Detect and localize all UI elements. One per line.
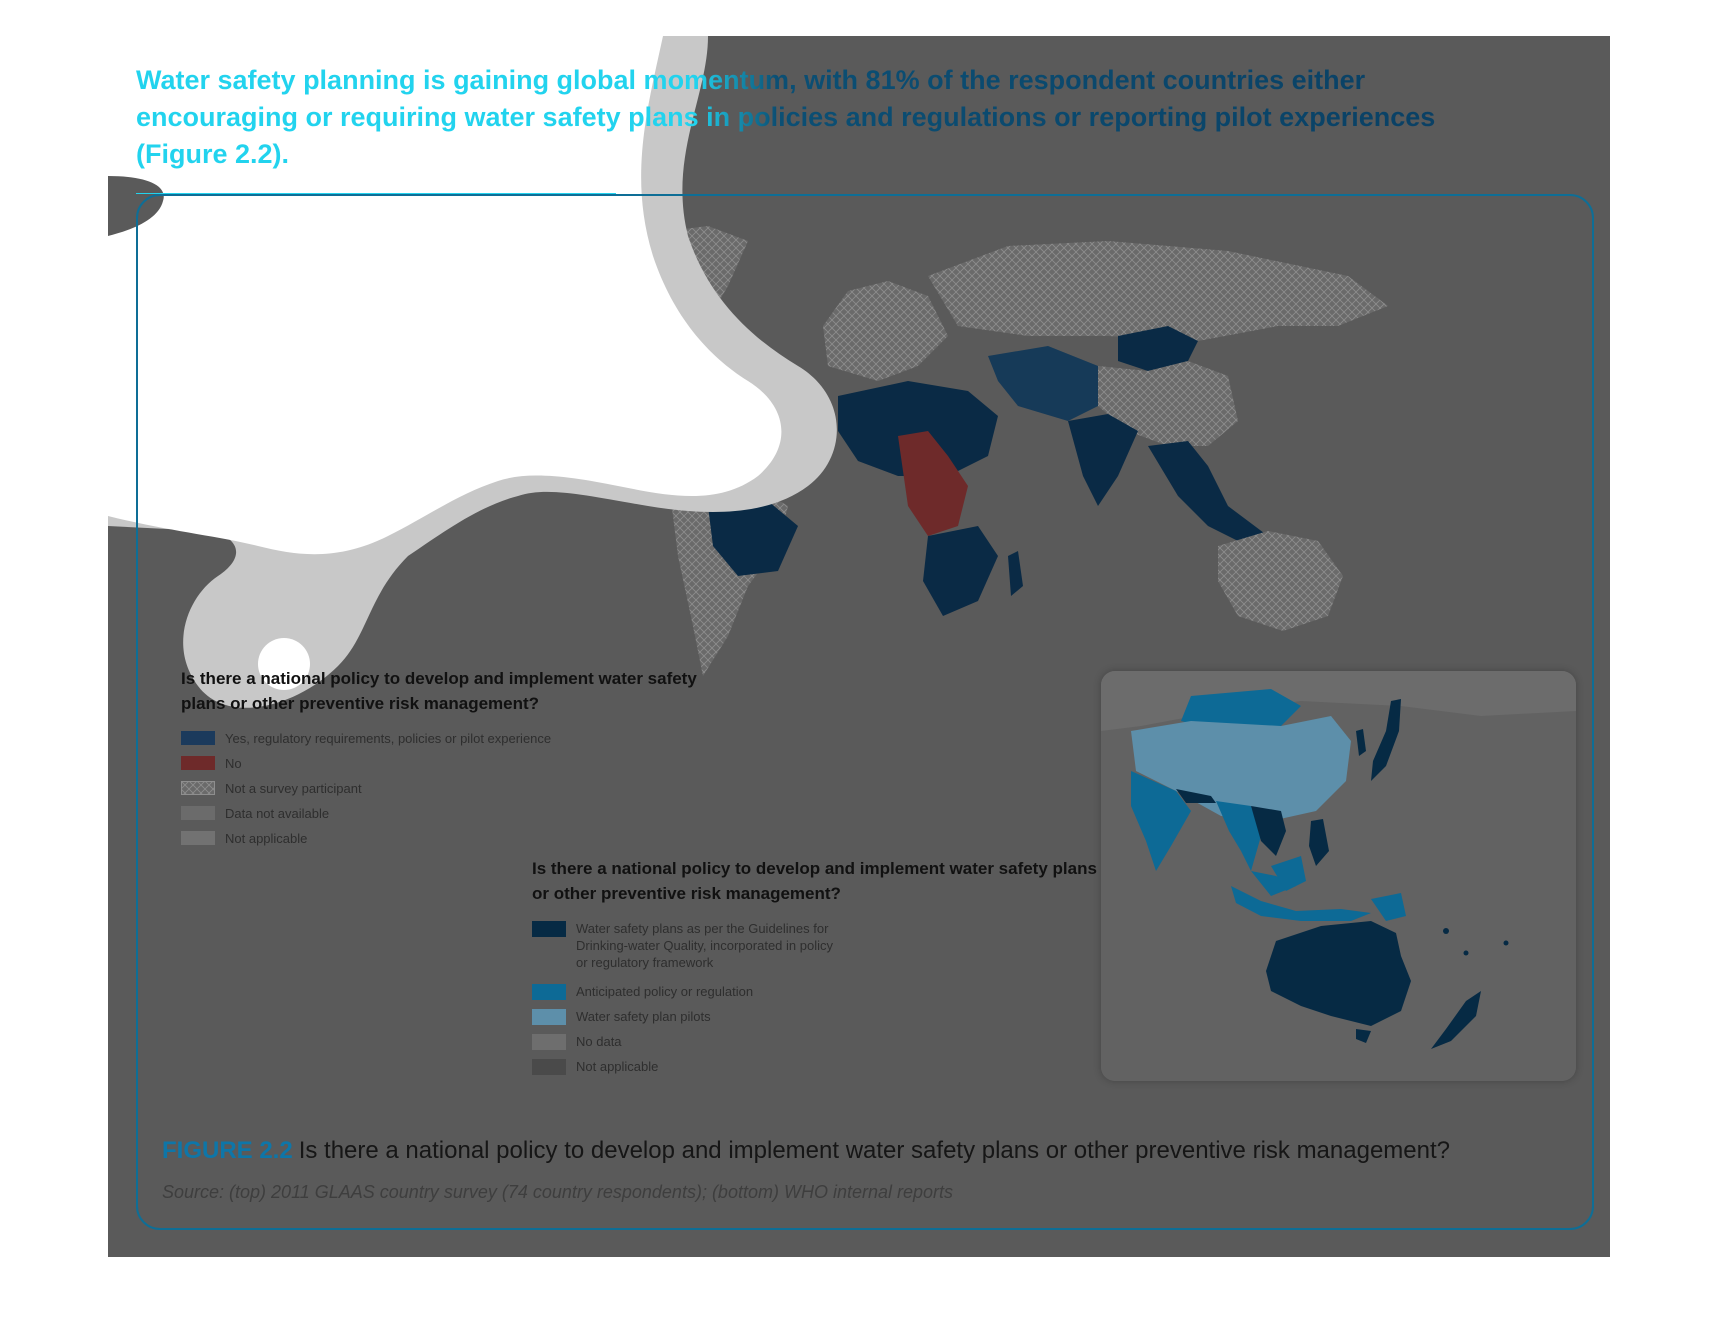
legend-swatch-hatch [181,781,215,795]
legend-label: Anticipated policy or regulation [576,984,754,999]
legend-item [532,920,1112,971]
legend-label: Data not available [225,806,330,821]
legend-swatch-data-not-available [181,806,215,820]
legend-item [181,805,741,822]
figure-caption-text: Is there a national policy to develop and implement water safety plans or other preventive risk management? [298,1137,1450,1164]
legend-bottom-title: Is there a national policy to develop and implement water safety plans or other preventive risk management? [532,859,1097,903]
legend-label: Yes, regulatory requirements, policies or pilot experience [225,731,552,746]
legend-swatch-yes [181,731,215,745]
legend-label: Not a survey participant [225,781,362,796]
legend-swatch-not-applicable [181,831,215,845]
legend-top-title: Is there a national policy to develop and implement water safety plans or other preventive risk management? [181,669,697,713]
legend-item [181,780,741,797]
figure-source: Source: (top) 2011 GLAAS country survey (74 country respondents); (bottom) WHO internal reports [162,1182,954,1202]
legend-bottom [532,856,1112,1083]
legend-item [181,830,741,847]
legend-swatch-anticipated [532,984,566,1000]
legend-item [181,730,741,747]
legend-swatch-pilots [532,1009,566,1025]
legend-top [181,666,741,855]
legend-item [181,755,741,772]
legend-swatch-not-applicable [532,1059,566,1075]
figure-caption [162,1136,1582,1166]
inset-region-pacific-island [1504,941,1509,946]
legend-item [532,1008,1112,1025]
legend-label: Water safety plans as per the Guidelines for Drinking-water Quality, incorporated in policy or regulatory framework [576,921,833,970]
legend-swatch-wsp-framework [532,921,566,937]
inset-region-pacific-island [1443,928,1449,934]
legend-label: Water safety plan pilots [576,1009,711,1024]
legend-label: No [225,756,242,771]
legend-label: No data [576,1034,622,1049]
inset-map-asia-pacific [1101,671,1576,1081]
figure-label: FIGURE 2.2 [162,1137,293,1164]
legend-label: Not applicable [225,831,308,846]
legend-item [532,1033,1112,1050]
inset-map-svg [1101,671,1576,1081]
legend-label: Not applicable [576,1059,659,1074]
document-page [108,36,1610,1257]
headline: Water safety planning is gaining global momentum, with 81% of the respondent countries either encouraging or requiring water safety plans in policies and regulations or reporting pilot experiences (Figure 2.2). [136,62,1496,173]
legend-swatch-no-data [532,1034,566,1050]
legend-item [532,1058,1112,1075]
legend-item [532,983,1112,1000]
inset-region-pacific-island [1464,951,1469,956]
legend-swatch-no [181,756,215,770]
